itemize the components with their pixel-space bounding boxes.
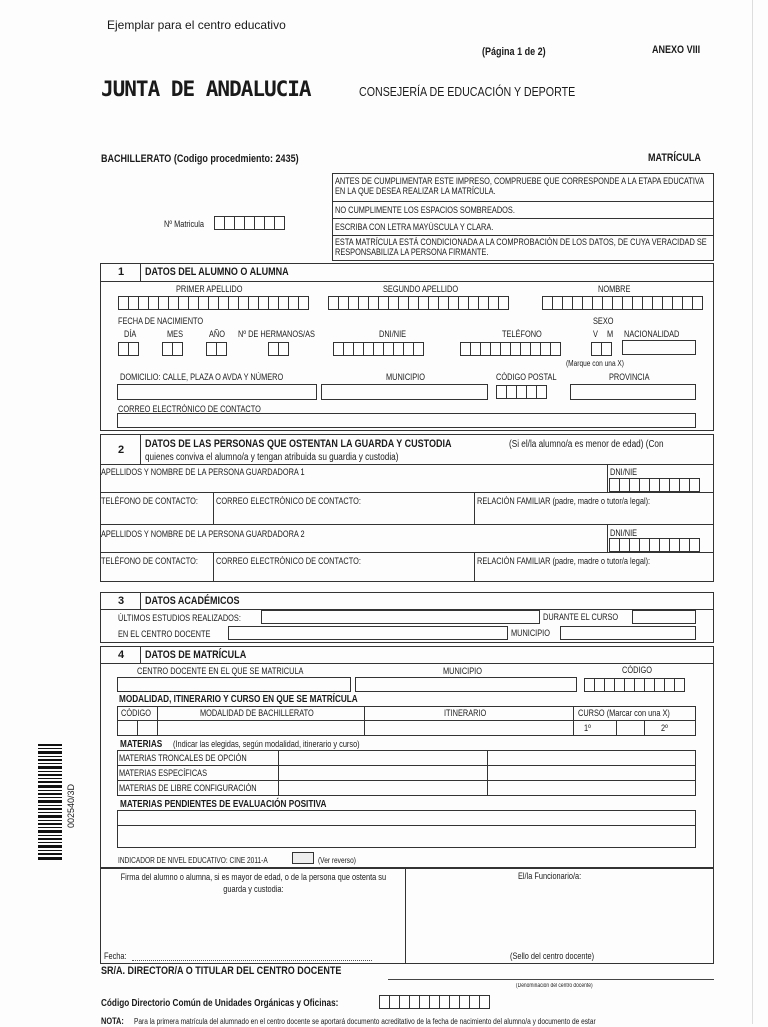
- school-denomination-line[interactable]: [388, 979, 714, 980]
- day-label: DÍA: [124, 329, 137, 339]
- annex-label: ANEXO VIII: [652, 44, 701, 56]
- province-field[interactable]: [570, 384, 696, 400]
- school-code-label: CÓDIGO: [622, 665, 652, 675]
- official-label: El/la Funcionario/a:: [518, 871, 582, 881]
- pending-subjects-field[interactable]: [117, 810, 696, 848]
- nota-label: NOTA:: [101, 1016, 124, 1026]
- procedure-title: BACHILLERATO (Codigo procedmiento: 2435): [101, 153, 299, 165]
- doc-type: MATRÍCULA: [648, 152, 701, 164]
- enrolment-number-field[interactable]: [214, 216, 284, 230]
- section-3-municipality-label: MUNICIPIO: [511, 628, 550, 638]
- note-3: ESCRIBA CON LETRA MAYÚSCULA Y CLARA.: [335, 222, 494, 232]
- guardian-1-email-label: CORREO ELECTRÓNICO DE CONTACTO:: [216, 496, 361, 506]
- see-back-note: (Ver reverso): [318, 856, 356, 865]
- first-surname-label: PRIMER APELLIDO: [176, 284, 243, 294]
- col-code: CÓDIGO: [121, 708, 151, 718]
- address-field[interactable]: [117, 384, 317, 400]
- guardian-2-phone-label: TELÉFONO DE CONTACTO:: [101, 556, 198, 566]
- form-code-wrapper: [66, 783, 80, 842]
- at-school-field[interactable]: [228, 626, 508, 640]
- municipality-label: MUNICIPIO: [386, 372, 425, 382]
- name-field[interactable]: [542, 296, 702, 310]
- school-field[interactable]: [117, 677, 351, 692]
- director-label: SR/A. DIRECTOR/A O TITULAR DEL CENTRO DOCENTE: [101, 965, 342, 977]
- note-1: ANTES DE CUMPLIMENTAR ESTE IMPRESO, COMPRUEBE QUE CORRESPONDE A LA ETAPA EDUCATIVA EN LA QUE DESEA REALIZAR LA MATRÍCULA.: [335, 176, 704, 196]
- first-surname-field[interactable]: [118, 296, 308, 310]
- denomination-note: (Denominación del centro docente): [516, 983, 593, 989]
- section-2-title: DATOS DE LAS PERSONAS QUE OSTENTAN LA GUARDA Y CUSTODIA: [145, 438, 452, 450]
- col-itinerary: ITINERARIO: [444, 708, 487, 718]
- section-2-number: 2: [118, 444, 125, 456]
- level-indicator-box: [292, 852, 314, 864]
- guardian-1-phone-label: TELÉFONO DE CONTACTO:: [101, 496, 198, 506]
- scan-edge: [752, 0, 753, 1024]
- date-label: Fecha:: [104, 951, 127, 961]
- guardian-2-email-label: CORREO ELECTRÓNICO DE CONTACTO:: [216, 556, 361, 566]
- day-field[interactable]: [118, 342, 138, 356]
- nationality-label: NACIONALIDAD: [624, 329, 680, 339]
- nota-text: Para la primera matrícula del alumnado en el centro docente se aportará documento acreditativo de la fecha de nacimiento del alumno/a y documento de estar: [134, 1017, 596, 1026]
- sex-checkboxes[interactable]: [591, 342, 611, 356]
- month-field[interactable]: [162, 342, 182, 356]
- student-signature-label: Firma del alumno o alumna, si es mayor de edad, o de la persona que ostenta su guarda y custodia:: [120, 872, 387, 894]
- mark-with-x-note: (Marque con una X): [566, 359, 624, 368]
- barcode: [38, 744, 62, 860]
- siblings-label: Nº DE HERMANOS/AS: [238, 329, 315, 339]
- postcode-field[interactable]: [496, 385, 546, 399]
- second-surname-label: SEGUNDO APELLIDO: [383, 284, 459, 294]
- address-label: DOMICILIO: CALLE, PLAZA O AVDA Y NÚMERO: [120, 372, 284, 382]
- section-4-municipality-label: MUNICIPIO: [443, 666, 482, 676]
- birth-date-label: FECHA DE NACIMIENTO: [118, 316, 204, 326]
- section-2-title-line2: quienes conviva el alumno/a y tengan atribuida su guardia y custodia): [145, 452, 399, 463]
- date-line[interactable]: [132, 960, 372, 961]
- course-first[interactable]: 1º: [584, 723, 591, 733]
- free-config-label: MATERIAS DE LIBRE CONFIGURACIÓN: [119, 783, 257, 793]
- section-3-number: 3: [118, 595, 125, 607]
- during-year-field[interactable]: [632, 610, 696, 624]
- form-code: 002540/3D: [66, 783, 76, 828]
- subjects-title: MATERIAS: [120, 739, 163, 750]
- email-label: CORREO ELECTRÓNICO DE CONTACTO: [118, 404, 261, 414]
- section-3-municipality-field[interactable]: [560, 626, 696, 640]
- sex-m-label: M: [607, 329, 614, 339]
- dir3-code-field[interactable]: [379, 995, 489, 1009]
- phone-label: TELÉFONO: [502, 329, 542, 339]
- section-4-municipality-field[interactable]: [355, 677, 577, 692]
- guardian-2-label: APELLIDOS Y NOMBRE DE LA PERSONA GUARDADORA 2: [101, 529, 305, 539]
- section-4-title: DATOS DE MATRÍCULA: [145, 649, 247, 661]
- stamp-label: (Sello del centro docente): [510, 951, 595, 961]
- last-studies-label: ÚLTIMOS ESTUDIOS REALIZADOS:: [118, 613, 241, 623]
- section-3-title: DATOS ACADÉMICOS: [145, 595, 240, 607]
- siblings-field[interactable]: [268, 342, 288, 356]
- second-surname-field[interactable]: [328, 296, 508, 310]
- school-label: CENTRO DOCENTE EN EL QUE SE MATRICULA: [137, 666, 304, 676]
- core-options-label: MATERIAS TRONCALES DE OPCIÓN: [119, 753, 247, 763]
- section-1-title: DATOS DEL ALUMNO O ALUMNA: [145, 266, 289, 278]
- last-studies-field[interactable]: [261, 610, 540, 624]
- during-year-label: DURANTE EL CURSO: [543, 612, 619, 622]
- guardian-2-dni-field[interactable]: [609, 538, 699, 552]
- guardian-2-relation-label: RELACIÓN FAMILIAR (padre, madre o tutor/a legal):: [477, 556, 651, 566]
- level-indicator-label: INDICADOR DE NIVEL EDUCATIVO: CINE 2011-A: [118, 856, 268, 865]
- specific-subjects-label: MATERIAS ESPECÍFICAS: [119, 768, 208, 778]
- dni-label: DNI/NIE: [379, 329, 407, 339]
- guardian-1-label: APELLIDOS Y NOMBRE DE LA PERSONA GUARDADORA 1: [101, 467, 305, 477]
- section-4-number: 4: [118, 649, 125, 661]
- name-label: NOMBRE: [598, 284, 631, 294]
- dir3-label: Código Directorio Común de Unidades Orgánicas y Oficinas:: [101, 998, 339, 1009]
- year-field[interactable]: [206, 342, 226, 356]
- province-label: PROVINCIA: [609, 372, 650, 382]
- enrolment-number-label: Nº Matricula: [164, 219, 205, 229]
- ministry-name: CONSEJERÍA DE EDUCACIÓN Y DEPORTE: [359, 84, 576, 99]
- dni-field[interactable]: [333, 342, 423, 356]
- note-4: ESTA MATRÍCULA ESTÁ CONDICIONADA A LA COMPROBACIÓN DE LOS DATOS, DE CUYA VERACIDAD SE RESPONSABILIZA LA PERSONA FIRMANTE.: [335, 237, 707, 257]
- guardian-2-dni-label: DNI/NIE: [610, 528, 638, 538]
- nationality-field[interactable]: [622, 340, 696, 355]
- phone-field[interactable]: [460, 342, 560, 356]
- year-label: AÑO: [209, 329, 226, 339]
- junta-logo-text: JUNTA DE ANDALUCIA: [101, 77, 311, 101]
- guardian-1-dni-field[interactable]: [609, 478, 699, 492]
- col-modality: MODALIDAD DE BACHILLERATO: [200, 708, 314, 718]
- section-2-title-note: (Si el/la alumno/a es menor de edad) (Con: [509, 439, 664, 450]
- note-2: NO CUMPLIMENTE LOS ESPACIOS SOMBREADOS.: [335, 205, 515, 215]
- guardian-1-relation-label: RELACIÓN FAMILIAR (padre, madre o tutor/a legal):: [477, 496, 651, 506]
- guardian-1-dni-label: DNI/NIE: [610, 467, 638, 477]
- sex-label: SEXO: [593, 316, 614, 326]
- email-field[interactable]: [117, 413, 696, 428]
- sex-v-label: V: [593, 329, 598, 339]
- subjects-note: (Indicar las elegidas, según modalidad, itinerario y curso): [173, 739, 360, 749]
- page-number: (Página 1 de 2): [482, 46, 546, 58]
- modality-title: MODALIDAD, ITINERARIO Y CURSO EN QUE SE MATRÍCULA: [119, 694, 358, 705]
- municipality-field[interactable]: [321, 384, 488, 400]
- postcode-label: CÓDIGO POSTAL: [496, 372, 557, 382]
- at-school-label: EN EL CENTRO DOCENTE: [118, 629, 211, 639]
- barcode-graphic: [38, 744, 62, 860]
- course-second[interactable]: 2º: [661, 723, 668, 733]
- pending-title: MATERIAS PENDIENTES DE EVALUACIÓN POSITIVA: [120, 799, 327, 810]
- copy-note: Ejemplar para el centro educativo: [107, 18, 286, 32]
- col-course: CURSO (Marcar con una X): [578, 708, 670, 718]
- school-code-field[interactable]: [584, 678, 684, 692]
- section-1-number: 1: [118, 266, 125, 278]
- month-label: MES: [167, 329, 184, 339]
